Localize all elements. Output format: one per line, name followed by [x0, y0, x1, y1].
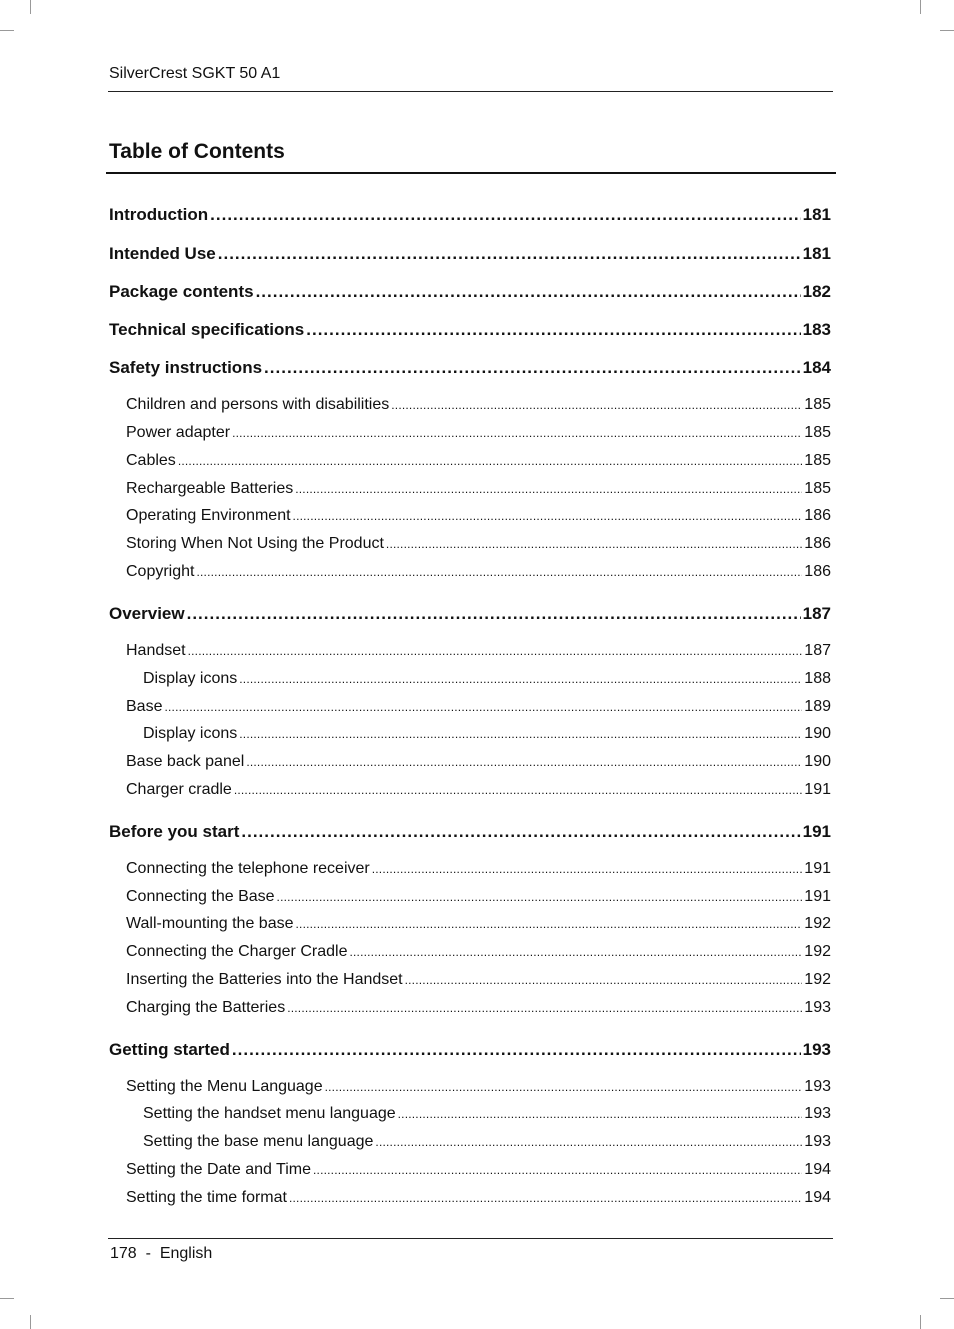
toc-entry-page-number: 191	[804, 860, 831, 877]
toc-entry[interactable]	[126, 422, 831, 444]
toc-entry-page-number: 185	[804, 396, 831, 413]
dot-leader	[178, 450, 802, 472]
dot-leader	[264, 357, 801, 379]
toc-entry[interactable]	[143, 1103, 831, 1125]
toc-entry-label: Introduction	[109, 205, 209, 224]
dot-leader	[398, 1103, 803, 1125]
dot-leader	[246, 751, 802, 773]
crop-mark	[0, 1298, 14, 1299]
toc-entry-label: Copyright	[126, 563, 195, 580]
crop-mark	[920, 1315, 921, 1329]
footer-divider	[108, 1238, 833, 1239]
toc-entry[interactable]	[126, 779, 831, 801]
toc-entry-label: Base	[126, 698, 163, 715]
dot-leader	[386, 533, 802, 555]
dot-leader	[232, 1039, 801, 1061]
toc-entry-label: Overview	[109, 604, 185, 623]
toc-entry-page-number: 185	[804, 424, 831, 441]
toc-entry-page-number: 184	[802, 358, 831, 377]
dot-leader	[296, 913, 803, 935]
dot-leader	[210, 204, 800, 226]
page-footer	[110, 1244, 212, 1264]
toc-entry-page-number: 192	[804, 971, 831, 988]
toc-entry-label: Charging the Batteries	[126, 999, 286, 1016]
dot-leader	[232, 422, 802, 444]
dot-leader	[391, 394, 802, 416]
toc-entry-page-number: 181	[802, 205, 831, 224]
toc-entry[interactable]	[109, 821, 831, 843]
dot-leader	[349, 941, 802, 963]
toc-entry-label: Children and persons with disabilities	[126, 396, 390, 413]
toc-entry-page-number: 193	[804, 1078, 831, 1095]
toc-entry[interactable]	[126, 913, 831, 935]
dot-leader	[289, 1187, 802, 1209]
toc-entry-label: Handset	[126, 642, 186, 659]
toc-entry[interactable]	[109, 319, 831, 341]
toc-entry-label: Wall-mounting the base	[126, 915, 294, 932]
toc-entry[interactable]	[109, 603, 831, 625]
toc-entry[interactable]	[109, 243, 831, 265]
dot-leader	[196, 561, 802, 583]
footer-page-number: 178	[110, 1245, 137, 1262]
toc-entry-label: Safety instructions	[109, 358, 263, 377]
header-divider	[108, 91, 833, 92]
toc-entry[interactable]	[126, 886, 831, 908]
toc-entry[interactable]	[126, 394, 831, 416]
toc-entry-label: Charger cradle	[126, 781, 232, 798]
toc-entry[interactable]	[126, 1159, 831, 1181]
dot-leader	[306, 319, 800, 341]
toc-entry[interactable]	[109, 1039, 831, 1061]
dot-leader	[188, 640, 803, 662]
toc-entry-label: Inserting the Batteries into the Handset	[126, 971, 403, 988]
dot-leader	[375, 1131, 802, 1153]
toc-entry-label: Setting the base menu language	[143, 1133, 374, 1150]
dot-leader	[295, 478, 802, 500]
toc-entry-page-number: 187	[802, 604, 831, 623]
toc-entry[interactable]	[126, 478, 831, 500]
dot-leader	[218, 243, 801, 265]
toc-entry-label: Rechargeable Batteries	[126, 480, 294, 497]
dot-leader	[325, 1076, 803, 1098]
toc-entry-page-number: 185	[804, 452, 831, 469]
dot-leader	[293, 505, 803, 527]
toc-entry-page-number: 193	[804, 1133, 831, 1150]
crop-mark	[940, 30, 954, 31]
footer-language: English	[159, 1245, 213, 1262]
toc-entry-page-number: 186	[804, 563, 831, 580]
toc-entry-label: Connecting the Charger Cradle	[126, 943, 348, 960]
toc-entry-page-number: 182	[802, 282, 831, 301]
toc-entry-page-number: 188	[804, 670, 831, 687]
toc-entry-label: Setting the handset menu language	[143, 1105, 396, 1122]
toc-entry[interactable]	[109, 357, 831, 379]
toc-entry-page-number: 187	[804, 642, 831, 659]
toc-entry[interactable]	[126, 640, 831, 662]
crop-mark	[30, 0, 31, 14]
toc-entry-page-number: 191	[804, 888, 831, 905]
toc-entry[interactable]	[126, 450, 831, 472]
toc-entry[interactable]	[126, 696, 831, 718]
toc-entry-page-number: 183	[802, 320, 831, 339]
toc-entry-page-number: 181	[802, 244, 831, 263]
toc-entry-label: Display icons	[143, 670, 238, 687]
toc-entry-page-number: 190	[804, 725, 831, 742]
toc-entry-label: Setting the Date and Time	[126, 1161, 311, 1178]
toc-entry-label: Connecting the Base	[126, 888, 275, 905]
page-title: Table of Contents	[109, 140, 285, 163]
dot-leader	[256, 281, 801, 303]
toc-entry[interactable]	[126, 561, 831, 583]
toc-entry[interactable]	[126, 1187, 831, 1209]
toc-entry[interactable]	[109, 204, 831, 226]
toc-entry-page-number: 194	[804, 1189, 831, 1206]
toc-entry-label: Operating Environment	[126, 507, 291, 524]
toc-entry-label: Base back panel	[126, 753, 245, 770]
toc-entry-page-number: 192	[804, 915, 831, 932]
toc-entry[interactable]	[126, 1076, 831, 1098]
toc-entry[interactable]	[126, 941, 831, 963]
toc-entry[interactable]	[109, 281, 831, 303]
dot-leader	[234, 779, 802, 801]
dot-leader	[187, 603, 801, 625]
crop-mark	[0, 30, 14, 31]
title-divider	[106, 172, 836, 174]
toc-entry[interactable]	[143, 668, 831, 690]
dot-leader	[241, 821, 800, 843]
dot-leader	[372, 858, 803, 880]
toc-entry-label: Power adapter	[126, 424, 231, 441]
toc-entry[interactable]	[126, 997, 831, 1019]
dot-leader	[287, 997, 802, 1019]
footer-separator: -	[145, 1245, 151, 1262]
toc-entry[interactable]	[126, 533, 831, 555]
toc-entry-page-number: 193	[802, 1040, 831, 1059]
dot-leader	[313, 1159, 802, 1181]
dot-leader	[239, 723, 802, 745]
crop-mark	[940, 1298, 954, 1299]
toc-entry-label: Storing When Not Using the Product	[126, 535, 384, 552]
toc-entry-page-number: 190	[804, 753, 831, 770]
toc-entry-label: Package contents	[109, 282, 254, 301]
toc-entry-page-number: 185	[804, 480, 831, 497]
toc-entry-page-number: 191	[802, 822, 831, 841]
crop-mark	[920, 0, 921, 14]
running-header: SilverCrest SGKT 50 A1	[109, 65, 281, 82]
toc-entry[interactable]	[143, 723, 831, 745]
toc-entry-page-number: 189	[804, 698, 831, 715]
dot-leader	[164, 696, 802, 718]
toc-entry-label: Before you start	[109, 822, 240, 841]
dot-leader	[277, 886, 803, 908]
toc-entry[interactable]	[126, 969, 831, 991]
toc-entry-label: Setting the time format	[126, 1189, 287, 1206]
toc-entry-label: Intended Use	[109, 244, 216, 263]
toc-entry-label: Cables	[126, 452, 176, 469]
toc-entry-label: Connecting the telephone receiver	[126, 860, 370, 877]
dot-leader	[405, 969, 803, 991]
toc-entry-page-number: 186	[804, 507, 831, 524]
toc-entry-label: Getting started	[109, 1040, 230, 1059]
toc-entry[interactable]	[143, 1131, 831, 1153]
toc-entry-label: Display icons	[143, 725, 238, 742]
toc-entry[interactable]	[126, 751, 831, 773]
toc-entry[interactable]	[126, 505, 831, 527]
toc-entry-page-number: 192	[804, 943, 831, 960]
toc-entry-page-number: 193	[804, 1105, 831, 1122]
toc-entry[interactable]	[126, 858, 831, 880]
toc-entry-label: Setting the Menu Language	[126, 1078, 323, 1095]
crop-mark	[30, 1315, 31, 1329]
toc-entry-page-number: 194	[804, 1161, 831, 1178]
dot-leader	[239, 668, 802, 690]
toc-entry-page-number: 191	[804, 781, 831, 798]
toc-entry-label: Technical specifications	[109, 320, 305, 339]
toc-entry-page-number: 186	[804, 535, 831, 552]
toc-entry-page-number: 193	[804, 999, 831, 1016]
